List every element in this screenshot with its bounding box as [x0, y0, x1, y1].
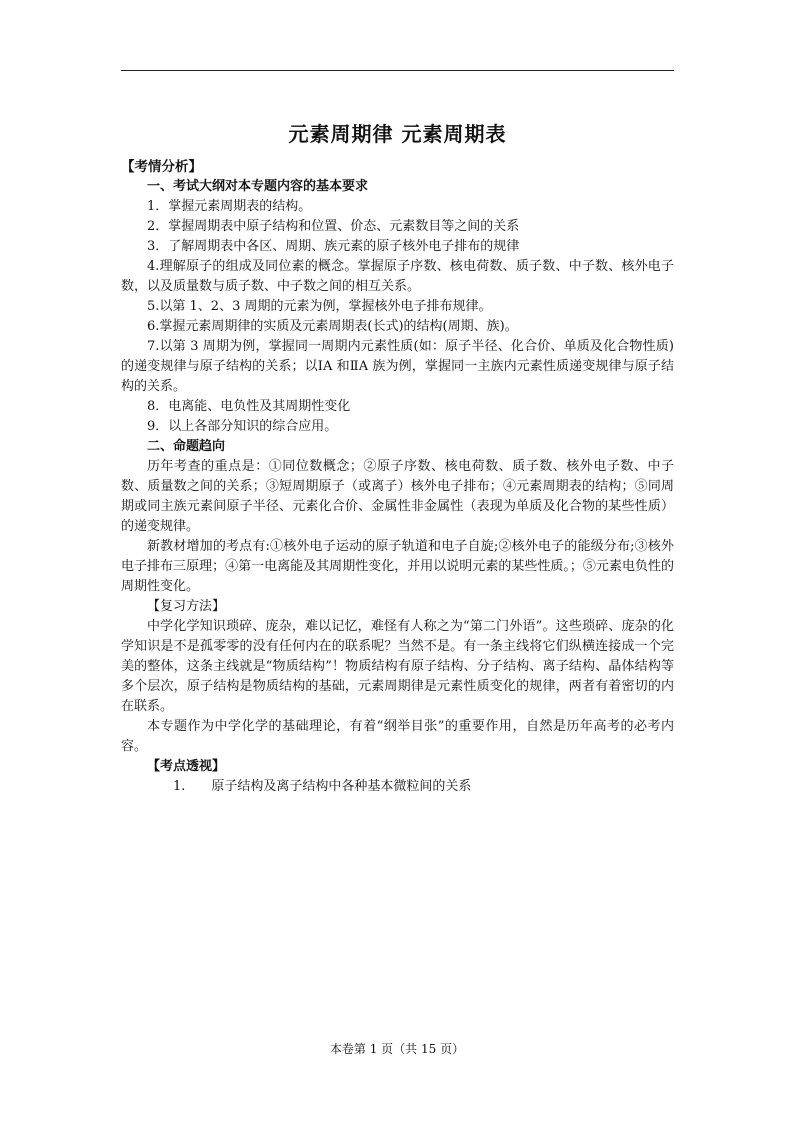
section-heading-kaoqing: 【考情分析】	[121, 159, 202, 175]
requirement-item: 2．掌握周期表中原子结构和位置、价态、元素数目等之间的关系	[147, 219, 520, 234]
header-rule	[121, 70, 674, 71]
kaodian-item: 1. 原子结构及离子结构中各种基本微粒间的关系	[173, 779, 472, 794]
requirement-item: 4.理解原子的组成及同位素的概念。掌握原子序数、核电荷数、质子数、中子数、核外电子数，以及质量数与质子数、中子数之间的相互关系。	[121, 259, 674, 294]
requirement-item: 3．了解周期表中各区、周期、族元素的原子核外电子排布的规律	[147, 239, 520, 254]
page-title: 元素周期律 元素周期表	[288, 122, 507, 146]
requirement-item: 8．电离能、电负性及其周期性变化	[147, 399, 351, 414]
requirement-item: 7.以第 3 周期为例，掌握同一周期内元素性质(如：原子半径、化合价、单质及化合物性质)的递变规律与原子结构的关系；以ⅠA 和ⅡA 族为例，掌握同一主族内元素性质递变规律与原子结构的关系。	[121, 339, 674, 394]
review-paragraph: 本专题作为中学化学的基础理论，有着“纲举目张”的重要作用，自然是历年高考的必考内容。	[121, 719, 674, 754]
requirement-item: 1．掌握元素周期表的结构。	[147, 199, 312, 214]
subheading-trends: 二、命题趋向	[147, 439, 226, 454]
review-method-heading: 【复习方法】	[147, 599, 226, 614]
document-body	[121, 118, 674, 797]
requirement-item: 6.掌握元素周期律的实质及元素周期表(长式)的结构(周期、族)。	[147, 319, 518, 334]
kaodian-heading: 【考点透视】	[147, 759, 226, 774]
subheading-requirements: 一、考试大纲对本专题内容的基本要求	[147, 179, 369, 194]
requirement-item: 9．以上各部分知识的综合应用。	[147, 419, 338, 434]
requirement-item: 5.以第 1、2、3 周期的元素为例，掌握核外电子排布规律。	[147, 299, 492, 314]
page-footer: 本卷第 1 页（共 15 页）	[329, 1042, 465, 1056]
review-paragraph: 中学化学知识琐碎、庞杂，难以记忆，难怪有人称之为“第二门外语”。这些琐碎、庞杂的化学知识是不是孤零零的没有任何内在的联系呢？当然不是。有一条主线将它们纵横连接成一个完美的整体，这条主线就是“物质结构”！物质结构有原子结构、分子结构、离子结构、晶体结构等多个层次，原子结构是物质结构的基础，元素周期律是元素性质变化的规律，两者有着密切的内在联系。	[121, 619, 674, 714]
trend-paragraph: 历年考查的重点是：①同位数概念；②原子序数、核电荷数、质子数、核外电子数、中子数、质量数之间的关系；③短周期原子（或离子）核外电子排布；④元素周期表的结构；⑤同周期或同主族元素间原子半径、元素化合价、金属性非金属性（表现为单质及化合物的某些性质）的递变规律。	[121, 459, 674, 534]
trend-paragraph: 新教材增加的考点有:①核外电子运动的原子轨道和电子自旋;②核外电子的能级分布;③核外电子排布三原理；④第一电离能及其周期性变化，并用以说明元素的某些性质。；⑤元素电负性的周期性变化。	[121, 539, 674, 594]
